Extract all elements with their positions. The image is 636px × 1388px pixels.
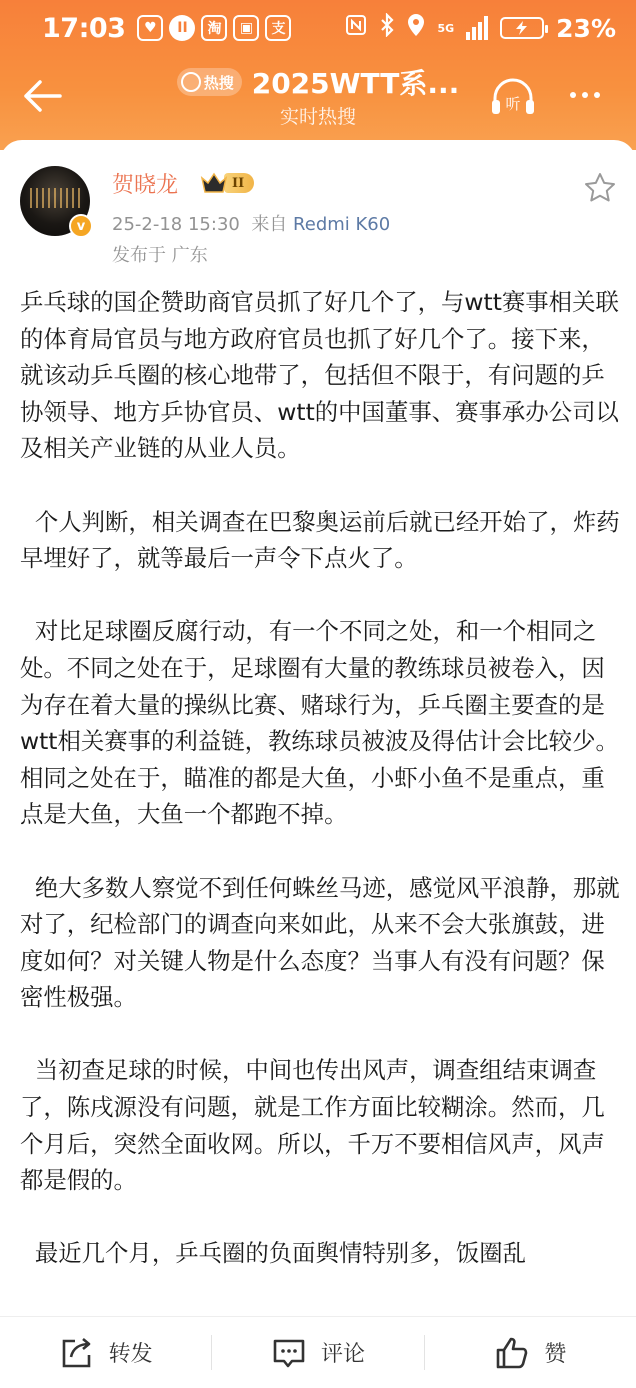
post-paragraph: 对比足球圈反腐行动，有一个不同之处，和一个相同之处。不同之处在于，足球圈有大量的教练球员被卷入，因为存在着大量的操纵比赛、赌球行为，乒乓圈主要查的是wtt相关赛事的利益链，教练球员被波及得估计会比较少。相同之处在于，瞄准的都是大鱼，小虾小鱼不是重点，重点是大鱼，大鱼一个都跑不掉。 <box>20 617 619 829</box>
location-icon <box>407 13 425 43</box>
header <box>0 0 636 150</box>
from-prefix: 来自 <box>251 214 288 235</box>
listen-label: 听 <box>505 95 521 113</box>
bluetooth-icon <box>379 13 395 43</box>
post-timestamp: 25-2-18 15:30 <box>112 214 240 235</box>
hot-badge-label: 热搜 <box>203 73 234 92</box>
more-icon[interactable] <box>570 92 600 98</box>
page-title: 2025WTT系... <box>251 67 460 100</box>
hot-search-icon <box>181 72 201 92</box>
like-button[interactable] <box>425 1317 636 1388</box>
battery-percent: 23% <box>556 13 616 43</box>
notification-app-icon: ▣ <box>233 15 259 41</box>
network-label: 5G <box>437 21 455 35</box>
post-paragraph: 绝大多数人察觉不到任何蛛丝马迹，感觉风平浪静，那就对了，纪检部门的调查向来如此，从来不会大张旗鼓，进度如何？对关键人物是什么态度？当事人有没有问题？保密性极强。 <box>20 873 620 1012</box>
headphones-icon[interactable] <box>490 78 536 118</box>
level-badge[interactable] <box>200 171 268 195</box>
notification-icons <box>137 15 291 41</box>
like-label: 赞 <box>544 1342 567 1367</box>
comment-label: 评论 <box>320 1342 365 1367</box>
device-link[interactable]: Redmi K60 <box>293 214 391 235</box>
notification-alipay-icon: 支 <box>265 15 291 41</box>
post-location: 发布于 广东 <box>112 245 208 266</box>
verified-badge-icon: v <box>69 214 93 238</box>
star-icon[interactable] <box>584 172 616 204</box>
post-card <box>0 140 636 1388</box>
status-time: 17:03 <box>42 12 126 44</box>
status-bar <box>0 0 636 56</box>
post-paragraph: 乒乓球的国企赞助商官员抓了好几个了，与wtt赛事相关联的体育局官员与地方政府官员也抓了好几个了。接下来，就该动乒乓圈的核心地带了，包括但不限于，有问题的乒协领导、地方乒协官员、wtt的中国董事、赛事承办公司以及相关产业链的从业人员。 <box>20 288 619 463</box>
page-subtitle: 实时热搜 <box>279 106 356 128</box>
username[interactable]: 贺晓龙 <box>112 173 179 198</box>
comment-button[interactable] <box>212 1317 423 1388</box>
signal-icon <box>466 16 488 40</box>
notification-taobao-icon: 淘 <box>201 15 227 41</box>
notification-pause-icon: II <box>169 15 195 41</box>
post-paragraph: 最近几个月，乒乓圈的负面舆情特别多，饭圈乱 <box>20 1239 527 1268</box>
system-icons <box>345 13 616 43</box>
battery-icon <box>500 17 544 39</box>
nfc-icon <box>345 14 367 42</box>
nav-title-row[interactable] <box>0 62 636 102</box>
repost-label: 转发 <box>108 1342 153 1367</box>
crown-icon <box>200 172 228 194</box>
hot-search-badge <box>177 68 242 96</box>
level-label: II <box>224 173 254 193</box>
notification-heart-icon: ♥ <box>137 15 163 41</box>
repost-button[interactable] <box>0 1317 211 1388</box>
post-paragraph: 个人判断，相关调查在巴黎奥运前后就已经开始了，炸药早埋好了，就等最后一声令下点火了。 <box>20 507 620 573</box>
post-paragraph: 当初查足球的时候，中间也传出风声，调查组结束调查了，陈戌源没有问题，就是工作方面比较糊涂。然而，几个月后，突然全面收网。所以，千万不要相信风声，风声都是假的。 <box>20 1056 605 1195</box>
post-body <box>20 284 620 1309</box>
like-icon <box>494 1335 530 1371</box>
repost-icon <box>59 1335 95 1371</box>
comment-icon <box>271 1335 307 1371</box>
nav-bar <box>0 56 636 140</box>
post-meta <box>112 210 390 236</box>
action-bar <box>0 1316 636 1388</box>
